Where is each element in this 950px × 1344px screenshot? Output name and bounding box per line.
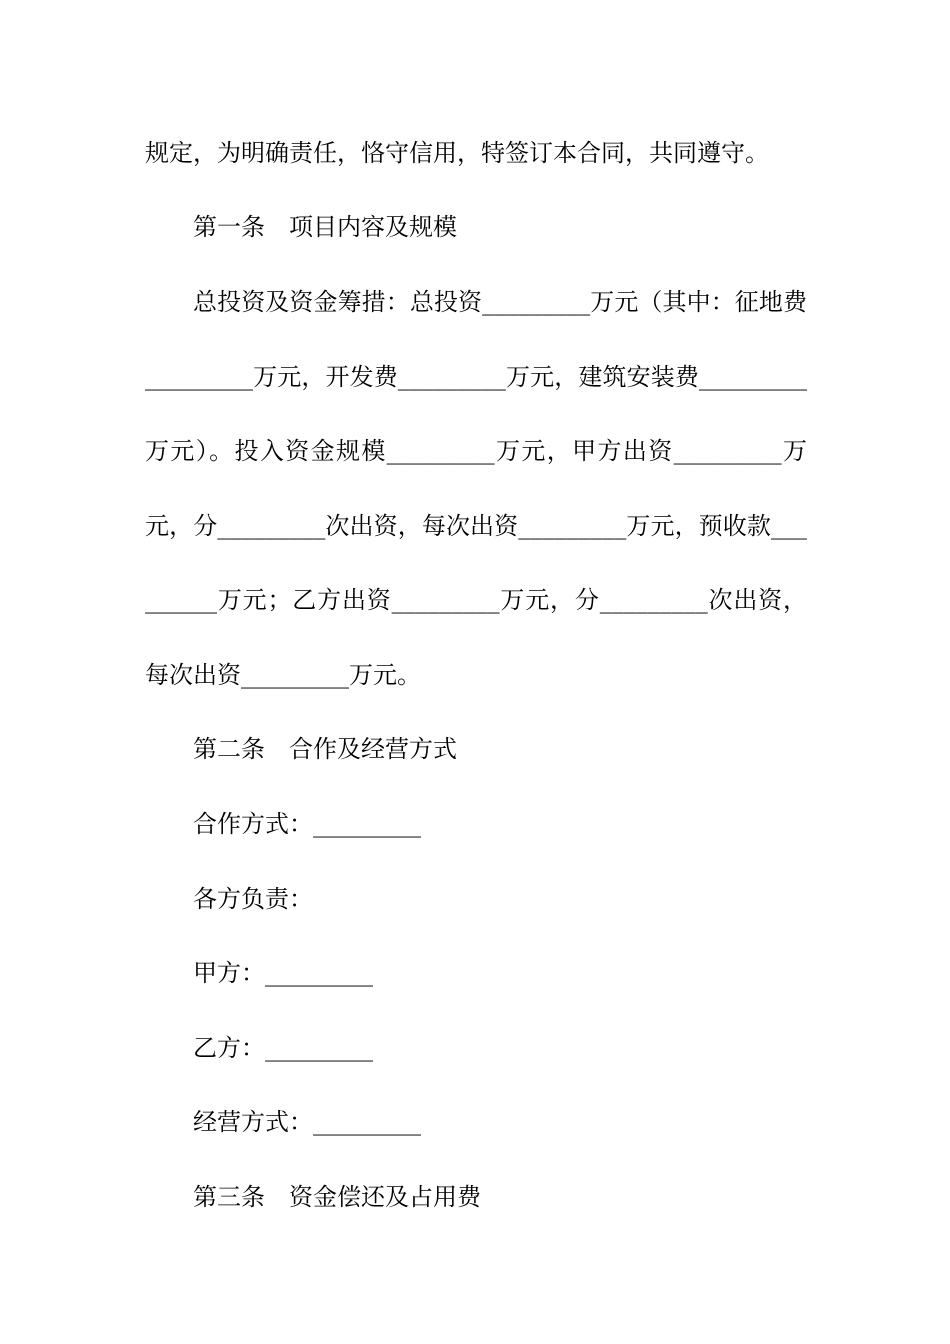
paragraph-line: 总投资及资金筹措：总投资_________万元（其中：征地费	[193, 288, 807, 316]
article-heading: 第二条 合作及经营方式	[193, 735, 457, 763]
article-heading: 第三条 资金偿还及占用费	[193, 1183, 481, 1211]
paragraph-line: 元，分_________次出资，每次出资_________万元，预收款___	[145, 512, 807, 540]
paragraph-line: 每次出资_________万元。	[145, 661, 421, 689]
paragraph-line: _________万元，开发费_________万元，建筑安装费_________	[145, 363, 807, 391]
form-field-line: 甲方：_________	[193, 959, 373, 987]
paragraph-line: 各方负责：	[193, 885, 313, 913]
form-field-line: 乙方：_________	[193, 1034, 373, 1062]
form-field-line: 合作方式：_________	[193, 810, 421, 838]
paragraph-line: 万元）。投入资金规模_________万元，甲方出资_________万	[145, 437, 807, 465]
paragraph-line: 规定，为明确责任，恪守信用，特签订本合同，共同遵守。	[145, 139, 769, 167]
paragraph-line: ______万元；乙方出资_________万元，分_________次出资，	[145, 586, 807, 614]
form-field-line: 经营方式：_________	[193, 1108, 421, 1136]
article-heading: 第一条 项目内容及规模	[193, 213, 457, 241]
